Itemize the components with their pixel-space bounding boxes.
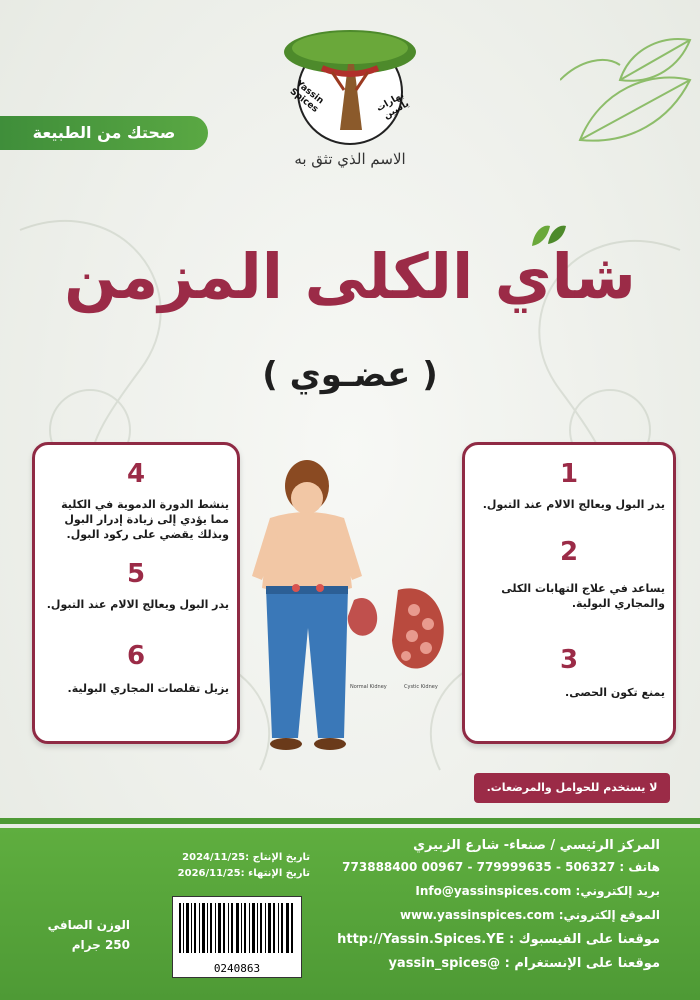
health-badge: صحتك من الطبيعة xyxy=(0,116,208,150)
benefit-number: 1 xyxy=(559,459,579,489)
footer-facebook: موقعنا على الفيسبوك : http://Yassin.Spices.YE xyxy=(337,932,660,947)
product-title: شاي الكلى المزمن xyxy=(64,240,636,313)
brand-slogan: الاسم الذي تثق به xyxy=(294,150,406,168)
tea-leaves-icon xyxy=(560,20,700,160)
benefit-text: يدر البول ويعالج الالام عند التبول. xyxy=(482,498,665,511)
net-weight-value: 250 جرام xyxy=(71,938,130,952)
benefit-text: يزيل تقلصات المجاري البولية. xyxy=(67,682,229,695)
footer-address: المركز الرئيسي / صنعاء- شارع الزبيري xyxy=(413,838,660,853)
footer-divider xyxy=(0,818,700,824)
cystic-kidney-label: Cystic Kidney xyxy=(404,684,438,690)
benefit-number: 5 xyxy=(126,559,146,589)
kidney-illustration xyxy=(344,580,454,680)
normal-kidney-label: Normal Kidney xyxy=(350,684,387,690)
benefit-number: 6 xyxy=(126,641,146,671)
benefit-number: 2 xyxy=(559,537,579,567)
benefit-text: يساعد في علاج التهابات الكلى والمجاري البولية. xyxy=(501,582,665,610)
brand-name-ar: بهارات ياسين xyxy=(374,90,411,122)
benefit-text: يدر البول ويعالج الالام عند التبول. xyxy=(46,598,229,611)
barcode-number: 0240863 xyxy=(208,962,266,976)
benefit-text: ينشط الدورة الدموية في الكلية مما يؤدي إلى زيادة إدرار البول وبذلك يقضي على ركود البول. xyxy=(61,498,229,541)
benefit-number: 3 xyxy=(559,645,579,675)
product-subtitle: ( عضـوي ) xyxy=(262,355,438,395)
footer-website: الموقع إلكتروني: www.yassinspices.com xyxy=(399,908,660,922)
production-date: تاريخ الإنتاج :2024/11/25 xyxy=(182,852,310,863)
footer-instagram: موقعنا على الإنستغرام : @yassin_spices xyxy=(388,956,660,971)
expiry-date: تاريخ الإنتهاء :2026/11/25 xyxy=(177,868,310,879)
footer-email: بريد إلكتروني: Info@yassinspices.com xyxy=(415,884,660,898)
net-weight-label: الوزن الصافي xyxy=(47,918,130,932)
brand-name-en: Yassin Spices xyxy=(287,78,326,115)
benefits-card-left xyxy=(32,442,240,744)
barcode-icon xyxy=(173,897,301,959)
benefit-number: 4 xyxy=(126,459,146,489)
footer-phone: هاتف : 506327 - 779999635 - 00967 773888400 xyxy=(342,860,660,874)
benefit-text: يمنع تكون الحصى. xyxy=(565,686,665,699)
benefits-card-right xyxy=(462,442,676,744)
warning-label: لا يستخدم للحوامل والمرضعات. xyxy=(474,773,670,803)
